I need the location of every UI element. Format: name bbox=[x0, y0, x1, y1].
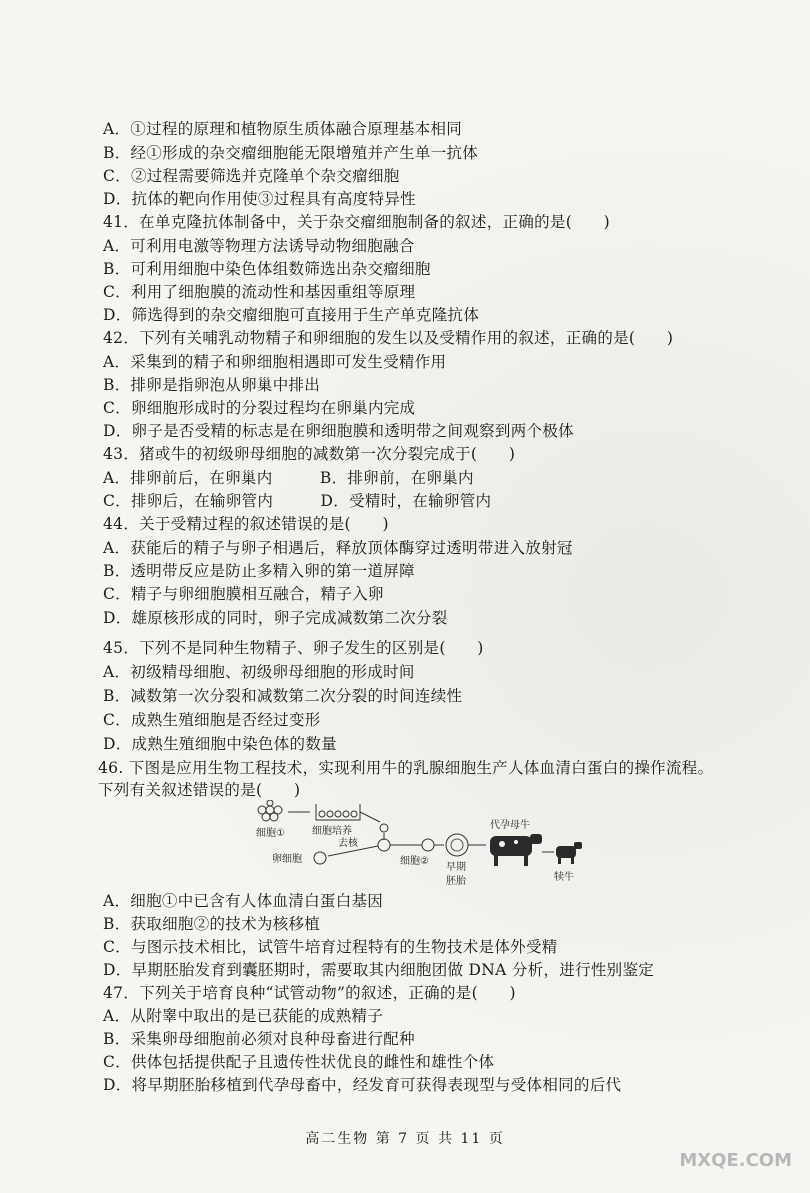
label-enucleate: 去核 bbox=[338, 838, 358, 849]
text-line: D．雄原核形成的同时，卵子完成减数第二次分裂 bbox=[103, 609, 448, 627]
text-line: B．采集卵母细胞前必须对良种母畜进行配种 bbox=[103, 1030, 415, 1048]
text-line: D．抗体的靶向作用使③过程具有高度特异性 bbox=[103, 190, 416, 208]
cell-cluster-icon bbox=[258, 800, 282, 821]
cloning-flow-diagram bbox=[250, 800, 590, 892]
culture-dish-icon bbox=[316, 804, 360, 820]
text-line: A．从附睾中取出的是已获能的成熟精子 bbox=[103, 1007, 384, 1025]
text-line: A．排卵前后，在卵巢内 B．排卵前，在卵巢内 bbox=[103, 469, 474, 487]
label-embryo-1: 早期 bbox=[446, 862, 466, 873]
text-line: D．卵子是否受精的标志是在卵细胞膜和透明带之间观察到两个极体 bbox=[103, 422, 574, 440]
text-line: A．①过程的原理和植物原生质体融合原理基本相同 bbox=[103, 120, 463, 138]
text-line: B．可利用细胞中染色体组数筛选出杂交瘤细胞 bbox=[103, 260, 431, 278]
text-line: C．供体包括提供配子且遗传性状优良的雌性和雄性个体 bbox=[103, 1053, 495, 1071]
question-43: 43．猪或牛的初级卵母细胞的减数第一次分裂完成于( ) bbox=[103, 445, 516, 463]
text-line: D．将早期胚胎移植到代孕母畜中，经发育可获得表现型与受体相同的后代 bbox=[103, 1076, 622, 1094]
question-42: 42．下列有关哺乳动物精子和卵细胞的发生以及受精作用的叙述，正确的是( ) bbox=[103, 329, 674, 347]
text-line: C．卵细胞形成时的分裂过程均在卵巢内完成 bbox=[103, 399, 416, 417]
text-line: B．获取细胞②的技术为核移植 bbox=[103, 915, 321, 933]
label-egg: 卵细胞 bbox=[272, 854, 302, 865]
text-line: D．筛选得到的杂交瘤细胞可直接用于生产单克隆抗体 bbox=[103, 306, 480, 324]
enucleated-egg-icon bbox=[378, 839, 390, 851]
text-line: A．初级精母细胞、初级卵母细胞的形成时间 bbox=[103, 663, 415, 681]
text-line: A．采集到的精子和卵细胞相遇即可发生受精作用 bbox=[103, 353, 447, 371]
early-embryo-icon bbox=[446, 834, 468, 856]
question-45: 45．下列不是同种生物精子、卵子发生的区别是( ) bbox=[103, 639, 484, 657]
text-line: C．利用了细胞膜的流动性和基因重组等原理 bbox=[103, 283, 416, 301]
label-cell2: 细胞② bbox=[400, 856, 429, 867]
question-47: 47．下列关于培育良种“试管动物”的叙述，正确的是( ) bbox=[103, 984, 516, 1002]
page-footer: 高二生物 第 7 页 共 11 页 bbox=[305, 1131, 505, 1147]
text-line: C．精子与卵细胞膜相互融合，精子入卵 bbox=[103, 585, 384, 603]
text-line: C．与图示技术相比，试管牛培育过程特有的生物技术是体外受精 bbox=[103, 938, 558, 956]
text-line: A．可利用电激等物理方法诱导动物细胞融合 bbox=[103, 237, 415, 255]
question-44: 44．关于受精过程的叙述错误的是( ) bbox=[103, 515, 389, 533]
label-embryo-2: 胚胎 bbox=[446, 876, 466, 887]
text-line: C．成熟生殖细胞是否经过变形 bbox=[103, 711, 321, 729]
text-line: A．细胞①中已含有人体血清白蛋白基因 bbox=[103, 892, 384, 910]
cow-icon bbox=[490, 834, 542, 866]
text-line: B．排卵是指卵泡从卵巢中排出 bbox=[103, 376, 321, 394]
text-line: D．成熟生殖细胞中染色体的数量 bbox=[103, 735, 337, 753]
cell2-icon bbox=[422, 839, 434, 851]
text-line: 下列有关叙述错误的是( ) bbox=[98, 781, 301, 799]
calf-icon bbox=[556, 842, 582, 864]
question-46: 46. 下图是应用生物工程技术，实现利用牛的乳腺细胞生产人体血清白蛋白的操作流程。 bbox=[98, 759, 714, 777]
label-cell1: 细胞① bbox=[256, 828, 285, 839]
donor-nucleus-icon bbox=[380, 824, 388, 832]
text-line: B．减数第一次分裂和减数第二次分裂的时间连续性 bbox=[103, 687, 463, 705]
question-41: 41．在单克隆抗体制备中，关于杂交瘤细胞制备的叙述，正确的是( ) bbox=[103, 213, 611, 231]
text-line: C．排卵后，在输卵管内 D．受精时，在输卵管内 bbox=[103, 492, 492, 510]
text-line: A．获能后的精子与卵子相遇后，释放顶体酶穿过透明带进入放射冠 bbox=[103, 539, 573, 557]
watermark: MXQE.COM bbox=[679, 1150, 792, 1171]
label-culture: 细胞培养 bbox=[312, 826, 352, 837]
text-line: B．经①形成的杂交瘤细胞能无限增殖并产生单一抗体 bbox=[103, 144, 479, 162]
label-surrogate: 代孕母牛 bbox=[490, 820, 530, 831]
text-line: D．早期胚胎发育到囊胚期时，需要取其内细胞团做 DNA 分析，进行性别鉴定 bbox=[103, 961, 655, 979]
egg-cell-icon bbox=[314, 852, 326, 864]
text-line: B．透明带反应是防止多精入卵的第一道屏障 bbox=[103, 562, 415, 580]
label-calf: 犊牛 bbox=[554, 872, 574, 883]
text-line: C．②过程需要筛选并克隆单个杂交瘤细胞 bbox=[103, 167, 400, 185]
